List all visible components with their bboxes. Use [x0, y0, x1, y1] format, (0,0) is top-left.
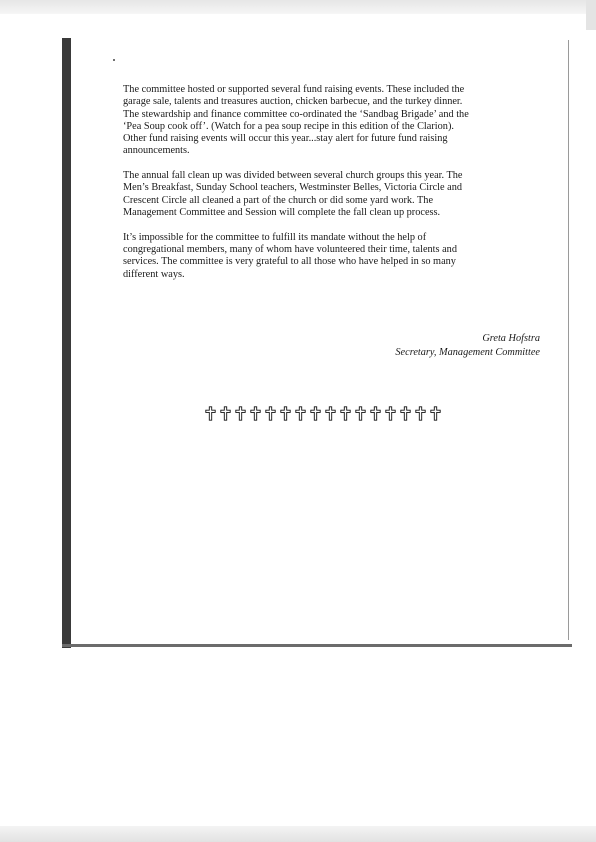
text-line: Other fund raising events will occur this year...stay alert for future fund raising [123, 133, 448, 145]
cross-icon [205, 406, 216, 421]
cross-icon [400, 406, 411, 421]
text-line: Management Committee and Session will complete the fall clean up process. [123, 207, 441, 219]
scan-speck [113, 59, 115, 61]
text-line: announcements. [123, 145, 190, 157]
text-line: congregational members, many of whom have volunteered their time, talents and [123, 244, 457, 256]
cross-divider [205, 406, 441, 421]
cross-icon [250, 406, 261, 421]
cross-icon [265, 406, 276, 421]
page-bottom-edge [62, 644, 572, 647]
text-line: The stewardship and finance committee co-ordinated the ‘Sandbag Brigade’ and the [123, 108, 469, 120]
cross-icon [430, 406, 441, 421]
report-body [123, 84, 543, 293]
text-line: different ways. [123, 268, 185, 280]
scan-bottom-border [0, 826, 596, 842]
page-left-edge-shadow [62, 38, 71, 648]
cross-icon [370, 406, 381, 421]
paragraph-fund-raising [123, 84, 543, 158]
cross-icon [280, 406, 291, 421]
text-line: The committee hosted or supported several fund raising events. These included the [123, 84, 465, 95]
cross-icon [355, 406, 366, 421]
signature-name: Greta Hofstra [482, 333, 540, 344]
cross-icon [340, 406, 351, 421]
text-line: Men’s Breakfast, Sunday School teachers, Westminster Belles, Victoria Circle and [123, 182, 463, 194]
text-line: Crescent Circle all cleaned a part of the church or did some yard work. The [123, 194, 434, 206]
scan-top-border [0, 0, 596, 14]
signature-title: Secretary, Management Committee [395, 347, 540, 358]
text-line: It’s impossible for the committee to fulfill its mandate without the help of [123, 231, 427, 243]
page-right-edge [568, 40, 569, 640]
cross-icon [220, 406, 231, 421]
text-line: The annual fall clean up was divided between several church groups this year. The [123, 170, 463, 182]
paragraph-thanks [123, 232, 543, 281]
signature-block [300, 332, 540, 360]
cross-icon [415, 406, 426, 421]
paragraph-clean-up [123, 170, 543, 219]
scan-corner-shadow [586, 0, 596, 30]
cross-icon [325, 406, 336, 421]
text-line: ‘Pea Soup cook off’. (Watch for a pea soup recipe in this edition of the Clarion). [123, 120, 454, 132]
cross-icon [235, 406, 246, 421]
cross-icon [385, 406, 396, 421]
text-line: services. The committee is very grateful to all those who have helped in so many [123, 256, 456, 268]
cross-icon [310, 406, 321, 421]
cross-icon [295, 406, 306, 421]
text-line: garage sale, talents and treasures auction, chicken barbecue, and the turkey dinner. [123, 96, 463, 108]
